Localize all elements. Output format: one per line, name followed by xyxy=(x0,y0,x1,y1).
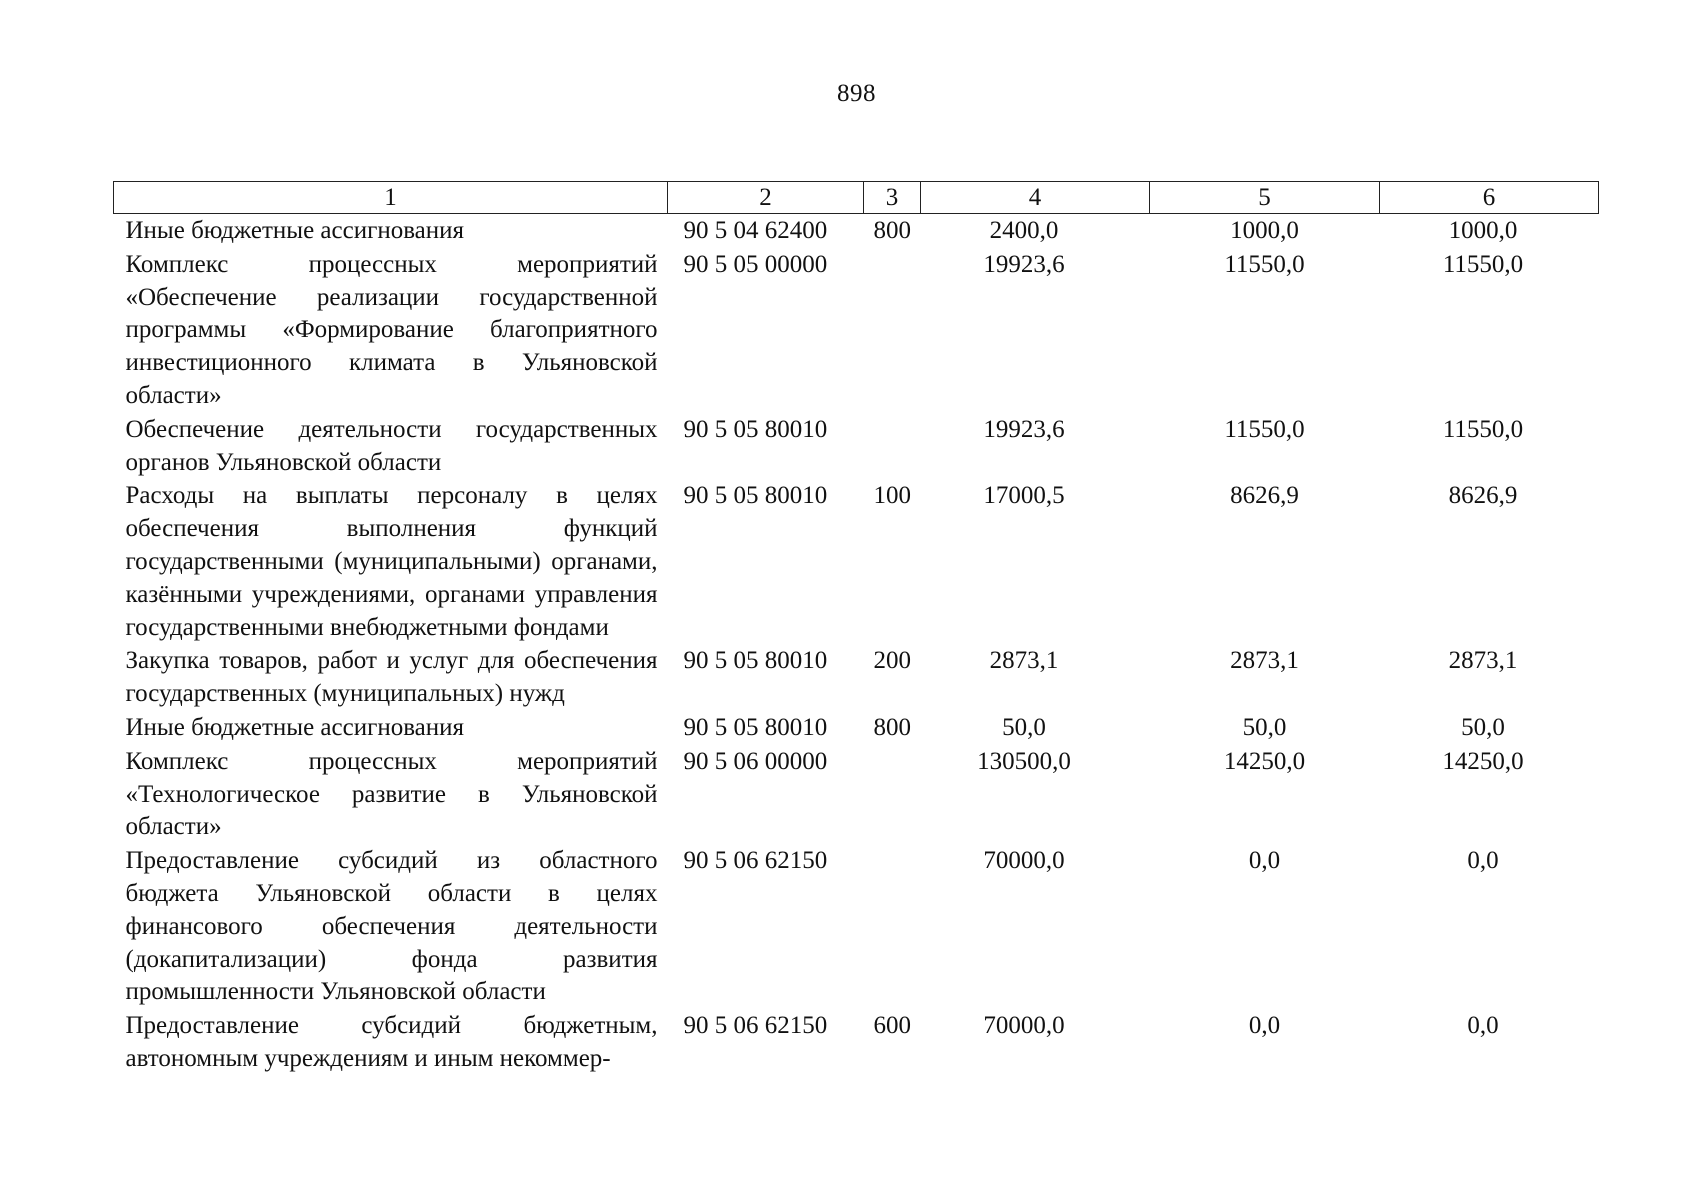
row-code: 90 5 05 80010 xyxy=(683,713,828,741)
table-row xyxy=(114,413,1599,480)
row-type: 100 xyxy=(873,482,911,510)
table-row xyxy=(114,1009,1599,1076)
row-value-6: 0,0 xyxy=(1467,847,1499,875)
row-name: Комплекс процессных мероприятий «Технологическое развитие в Ульяновской области» xyxy=(125,747,658,841)
row-value-4: 70000,0 xyxy=(983,1012,1065,1040)
table-body xyxy=(114,214,1599,1076)
row-name: Закупка товаров, работ и услуг для обеспечения государственных (муниципальных) нужд xyxy=(125,647,658,708)
header-col-5: 5 xyxy=(1150,182,1380,214)
table-header xyxy=(114,182,1599,214)
row-value-5: 0,0 xyxy=(1248,1012,1281,1040)
table-row xyxy=(114,479,1599,644)
row-value-5: 11550,0 xyxy=(1224,250,1305,278)
row-value-6: 50,0 xyxy=(1461,713,1505,741)
row-type: 800 xyxy=(873,217,911,244)
table-row xyxy=(114,248,1599,413)
header-col-4: 4 xyxy=(921,182,1150,214)
row-value-4: 50,0 xyxy=(1002,713,1046,741)
row-code: 90 5 05 80010 xyxy=(683,647,828,675)
row-value-6: 0,0 xyxy=(1467,1012,1499,1040)
row-value-4: 130500,0 xyxy=(977,747,1071,775)
row-value-4: 19923,6 xyxy=(983,250,1065,278)
row-code: 90 5 05 00000 xyxy=(683,250,828,278)
row-type: 600 xyxy=(873,1012,911,1040)
row-code: 90 5 06 00000 xyxy=(683,747,828,775)
row-code: 90 5 06 62150 xyxy=(683,1012,828,1040)
row-value-5: 11550,0 xyxy=(1224,415,1305,443)
budget-table xyxy=(113,181,1599,1076)
row-value-5: 50,0 xyxy=(1242,713,1287,741)
table-row xyxy=(114,644,1599,711)
row-value-5: 1000,0 xyxy=(1230,217,1299,244)
table-row xyxy=(114,711,1599,745)
row-type: 200 xyxy=(873,647,911,675)
row-name: Обеспечение деятельности государственных органов Ульяновской области xyxy=(125,415,658,476)
table-row xyxy=(114,214,1599,248)
row-value-6: 11550,0 xyxy=(1442,415,1524,443)
row-name: Расходы на выплаты персоналу в целях обеспечения выполнения функций государственными (муниципальными) органами, казёнными учреждениями, органами управления государственными внебюджетными фондами xyxy=(125,482,658,641)
row-name: Иные бюджетные ассигнования xyxy=(125,217,465,244)
row-value-6: 1000,0 xyxy=(1448,217,1518,244)
row-value-4: 19923,6 xyxy=(983,415,1065,443)
row-type: 800 xyxy=(873,713,911,741)
row-name: Комплекс процессных мероприятий «Обеспечение реализации государственной программы «Формирование благоприятного инвестиционного климата в Ульяновской области» xyxy=(125,250,658,409)
row-value-6: 14250,0 xyxy=(1442,747,1524,775)
table-row xyxy=(114,844,1599,1009)
row-value-4: 70000,0 xyxy=(983,847,1065,875)
row-value-5: 14250,0 xyxy=(1223,747,1306,775)
row-name: Предоставление субсидий из областного бюджета Ульяновской области в целях финансового обеспечения деятельности (докапитализации) фонда развития промышленности Ульяновской области xyxy=(125,847,658,1006)
header-row xyxy=(114,182,1599,214)
row-type xyxy=(864,745,921,844)
row-code: 90 5 05 80010 xyxy=(683,415,828,443)
row-name: Предоставление субсидий бюджетным, автономным учреждениям и иным некоммер- xyxy=(125,1012,658,1072)
row-type xyxy=(864,413,921,480)
row-value-5: 8626,9 xyxy=(1230,482,1299,510)
row-code: 90 5 04 62400 xyxy=(683,217,828,244)
page-number: 898 xyxy=(837,80,876,107)
row-value-4: 17000,5 xyxy=(983,482,1065,510)
row-code: 90 5 06 62150 xyxy=(683,847,828,875)
header-col-2: 2 xyxy=(668,182,864,214)
row-type xyxy=(864,248,921,413)
row-value-5: 2873,1 xyxy=(1230,647,1299,675)
row-type xyxy=(864,844,921,1009)
header-col-3: 3 xyxy=(864,182,921,214)
row-code: 90 5 05 80010 xyxy=(683,482,828,510)
table-row xyxy=(114,745,1599,844)
row-name: Иные бюджетные ассигнования xyxy=(125,713,465,741)
header-col-6: 6 xyxy=(1380,182,1599,214)
header-col-1: 1 xyxy=(114,182,668,214)
row-value-4: 2873,1 xyxy=(989,647,1059,675)
row-value-6: 2873,1 xyxy=(1448,647,1518,675)
row-value-6: 8626,9 xyxy=(1448,482,1518,510)
row-value-4: 2400,0 xyxy=(989,217,1059,244)
row-value-5: 0,0 xyxy=(1248,847,1281,875)
row-value-6: 11550,0 xyxy=(1442,250,1524,278)
